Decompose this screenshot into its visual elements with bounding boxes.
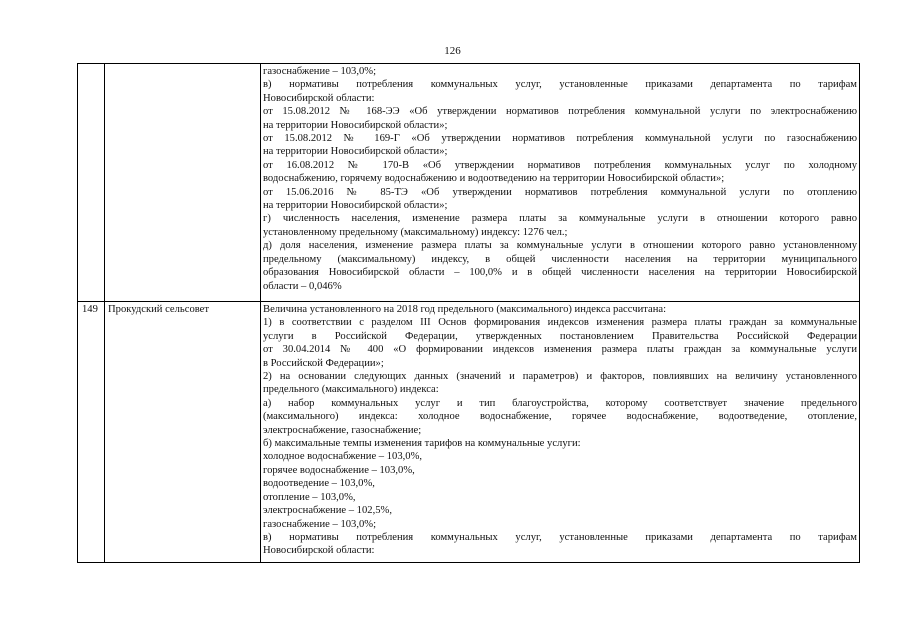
text-line: на территории Новосибирской области»; <box>263 119 448 131</box>
text-line: услуги в Российской Федерации, утвержденных постановлением Правительства Российской Федерации <box>263 330 857 342</box>
table-row <box>78 64 860 302</box>
text-line: в) нормативы потребления коммунальных услуг, установленные приказами департамента по тарифам <box>263 531 857 543</box>
text-line: от 15.06.2016 № 85-ТЭ «Об утверждении нормативов потребления коммунальной услуги по отоплению <box>263 186 857 198</box>
document-table <box>77 63 860 563</box>
text-line: предельного (максимального) индекса: <box>263 384 439 396</box>
text-line: от 15.08.2012 № 169-Г «Об утверждении нормативов потребления коммунальной услуги по газоснабжению <box>263 133 857 145</box>
text-line: установленному предельному (максимальному) индексу: 1276 чел.; <box>263 226 568 238</box>
text-line: 1) в соответствии с разделом III Основ формирования индексов изменения размера платы граждан за коммунальные <box>263 317 857 329</box>
row-number-cell <box>78 64 105 302</box>
text-line: 2) на основании следующих данных (значений и параметров) и факторов, повлиявших на величину установленного <box>263 371 857 383</box>
description-cell <box>261 302 860 563</box>
description-cell <box>261 64 860 302</box>
text-line: от 30.04.2014 № 400 «О формировании индексов изменения размера платы граждан за коммунальные услуги <box>263 344 857 356</box>
text-line: от 15.08.2012 № 168-ЭЭ «Об утверждении нормативов потребления коммунальной услуги по электроснабжению <box>263 106 857 118</box>
text-line: на территории Новосибирской области»; <box>263 146 448 158</box>
text-line: Новосибирской области: <box>263 545 375 557</box>
text-line: на территории Новосибирской области»; <box>263 200 448 212</box>
text-line: образования Новосибирской области – 100,0% и в общей численности населения на территории Новосибирской <box>263 267 857 279</box>
text-line: г) численность населения, изменение размера платы за коммунальные услуги в отношении которого равно <box>263 213 857 225</box>
text-line: в) нормативы потребления коммунальных услуг, установленные приказами департамента по тарифам <box>263 79 857 91</box>
text-line: электроснабжение, газоснабжение; <box>263 424 422 436</box>
text-line: б) максимальные темпы изменения тарифов на коммунальные услуги: <box>263 438 581 450</box>
text-line: водоотведение – 103,0%, <box>263 478 375 490</box>
municipality-name: Прокудский сельсовет <box>108 304 210 315</box>
row-number-cell <box>78 302 105 563</box>
row-number <box>78 64 104 65</box>
text-line: д) доля населения, изменение размера платы за коммунальные услуги в отношении которого равно установленному <box>263 240 857 252</box>
text-line: от 16.08.2012 № 170-В «Об утверждении нормативов потребления коммунальных услуг по холодному <box>263 159 857 171</box>
municipality-name-cell <box>105 64 261 302</box>
text-line: Величина установленного на 2018 год предельного (максимального) индекса рассчитана: <box>263 304 667 315</box>
text-line: горячее водоснабжение – 103,0%, <box>263 464 415 476</box>
text-line: а) набор коммунальных услуг и тип благоустройства, которому соответствует значение предельного <box>263 397 857 409</box>
text-line: Новосибирской области: <box>263 92 375 104</box>
description-text <box>261 302 859 562</box>
text-line: отопление – 103,0%, <box>263 491 356 503</box>
text-line: водоснабжению, горячему водоснабжению и водоотведению на территории Новосибирской области»; <box>263 173 725 185</box>
text-line: области – 0,046% <box>263 280 342 292</box>
text-line: газоснабжение – 103,0%; <box>263 66 377 77</box>
page-number: 126 <box>444 45 461 57</box>
row-number: 149 <box>82 304 98 315</box>
text-line: предельному (максимальному) индексу, в общей численности населения на территории муниципального <box>263 253 857 265</box>
text-line: (максимального) индекса: холодное водоснабжение, горячее водоснабжение, водоотведение, отопление, <box>263 411 857 423</box>
text-line: холодное водоснабжение – 103,0%, <box>263 451 423 463</box>
text-line: газоснабжение – 103,0%; <box>263 518 377 530</box>
text-line: электроснабжение – 102,5%, <box>263 505 392 517</box>
municipality-name <box>105 64 260 65</box>
description-text <box>261 64 859 297</box>
text-line: в Российской Федерации»; <box>263 357 384 369</box>
table-row <box>78 302 860 563</box>
municipality-name-cell <box>105 302 261 563</box>
